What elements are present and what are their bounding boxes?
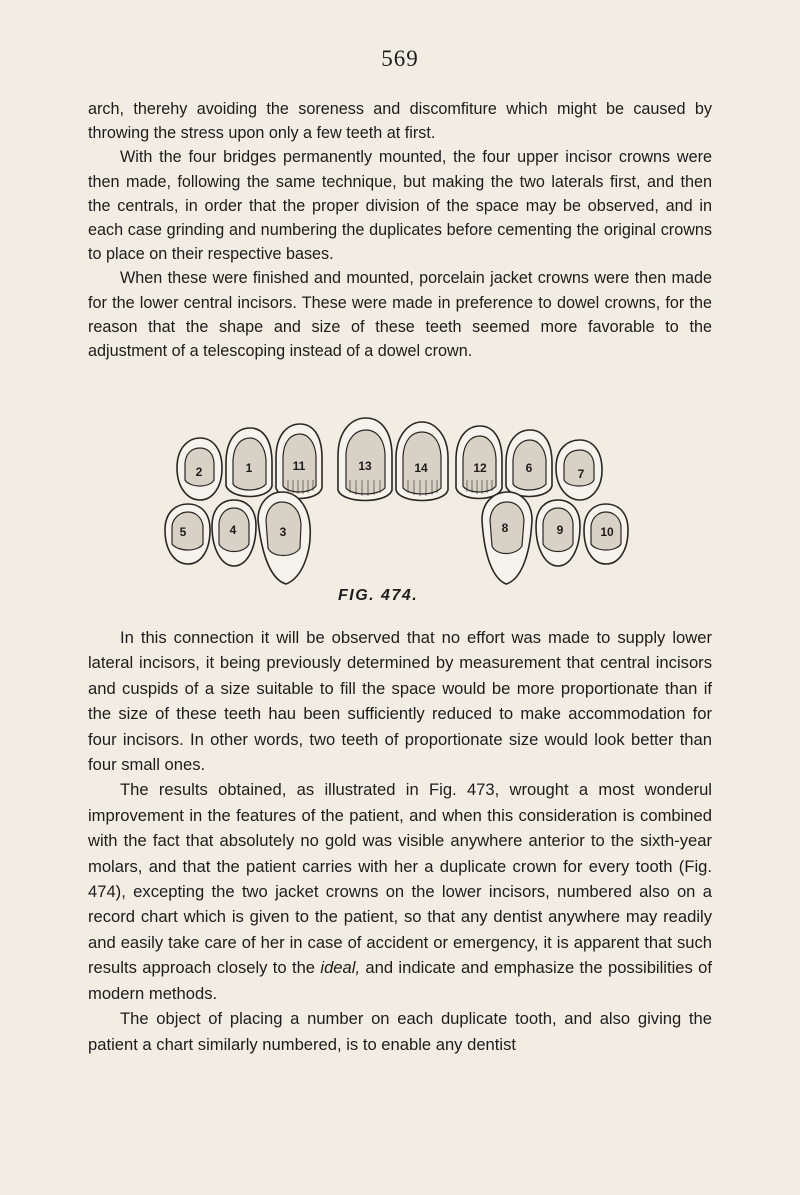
tooth-number: 7	[577, 467, 585, 481]
tooth-number: 14	[414, 461, 428, 475]
paragraph-text: and indicate and emphasize the possibilities of modern methods.	[88, 958, 712, 1003]
tooth-number: 11	[292, 459, 306, 473]
tooth-number: 12	[473, 461, 487, 475]
tooth-4	[212, 500, 256, 566]
tooth-6	[506, 430, 552, 497]
tooth-8	[482, 492, 532, 584]
paragraph: arch, therehy avoiding the soreness and discomfiture which might be caused by throwing the stress upon only a few teeth at first.	[88, 100, 712, 143]
tooth-number: 9	[556, 523, 564, 537]
tooth-12	[456, 426, 502, 499]
figure-caption: FIG. 474.	[338, 587, 419, 604]
tooth-number: 1	[245, 461, 253, 475]
tooth-1	[226, 428, 272, 497]
tooth-7	[556, 440, 602, 500]
page-number: 569	[381, 46, 419, 71]
tooth-14	[396, 422, 448, 501]
paragraph: When these were finished and mounted, porcelain jacket crowns were then made for the lower central incisors. These were made in preference to dowel crowns, for the reason that the shape and size of these teeth seemed more favorable to the adjustment of a telescoping instead of a dowel crown.	[88, 269, 712, 361]
tooth-number: 5	[179, 525, 187, 539]
tooth-11	[276, 424, 322, 499]
tooth-number: 3	[279, 525, 287, 539]
tooth-3	[258, 492, 310, 584]
tooth-number: 2	[195, 465, 203, 479]
tooth-13	[338, 418, 392, 501]
bottom-text-block	[88, 625, 712, 1057]
figure-474	[0, 408, 800, 613]
paragraph: In this connection it will be observed that no effort was made to supply lower lateral incisors, it being previously determined by measurement that central incisors and cuspids of a size suitable to fill the space would be more proportionate than if the size of these teeth hau been sufficiently reduced to make accommodation for four incisors. In other words, two teeth of proportionate size would look better than four small ones.	[88, 628, 712, 775]
tooth-2	[177, 438, 222, 500]
tooth-number: 10	[600, 525, 614, 539]
tooth-10	[584, 504, 628, 564]
tooth-number: 6	[525, 461, 533, 475]
tooth-5	[165, 504, 210, 564]
tooth-9	[536, 500, 580, 566]
paragraph: The object of placing a number on each duplicate tooth, and also giving the patient a chart similarly numbered, is to enable any dentist	[88, 1009, 712, 1054]
paragraph-text: The results obtained, as illustrated in Fig. 473, wrought a most wonderul improvement in the features of the patient, and when this consideration is combined with the fact that absolutely no gold was visible anywhere anterior to the sixth-year molars, and that the patient carries with her a duplicate crown for every tooth (Fig. 474), excepting the two jacket crowns on the lower incisors, numbered also on a record chart which is given to the patient, so that any dentist anywhere may readily and easily take care of her in case of accident or emergency, it is apparent that such results approach closely to the	[88, 780, 712, 978]
tooth-number: 13	[358, 459, 372, 473]
top-text-block	[88, 97, 712, 363]
paragraph: With the four bridges permanently mounted, the four upper incisor crowns were then made, following the same technique, but making the two laterals first, and then the centrals, in order that the proper division of the space may be observed, and in each case grinding and numbering the duplicates before cementing the original crowns to place on their respective bases.	[88, 148, 712, 264]
paragraph	[88, 777, 712, 1006]
tooth-number: 8	[501, 521, 509, 535]
teeth-illustration	[0, 408, 800, 613]
tooth-number: 4	[229, 523, 237, 537]
emphasized-word: ideal,	[320, 958, 361, 978]
